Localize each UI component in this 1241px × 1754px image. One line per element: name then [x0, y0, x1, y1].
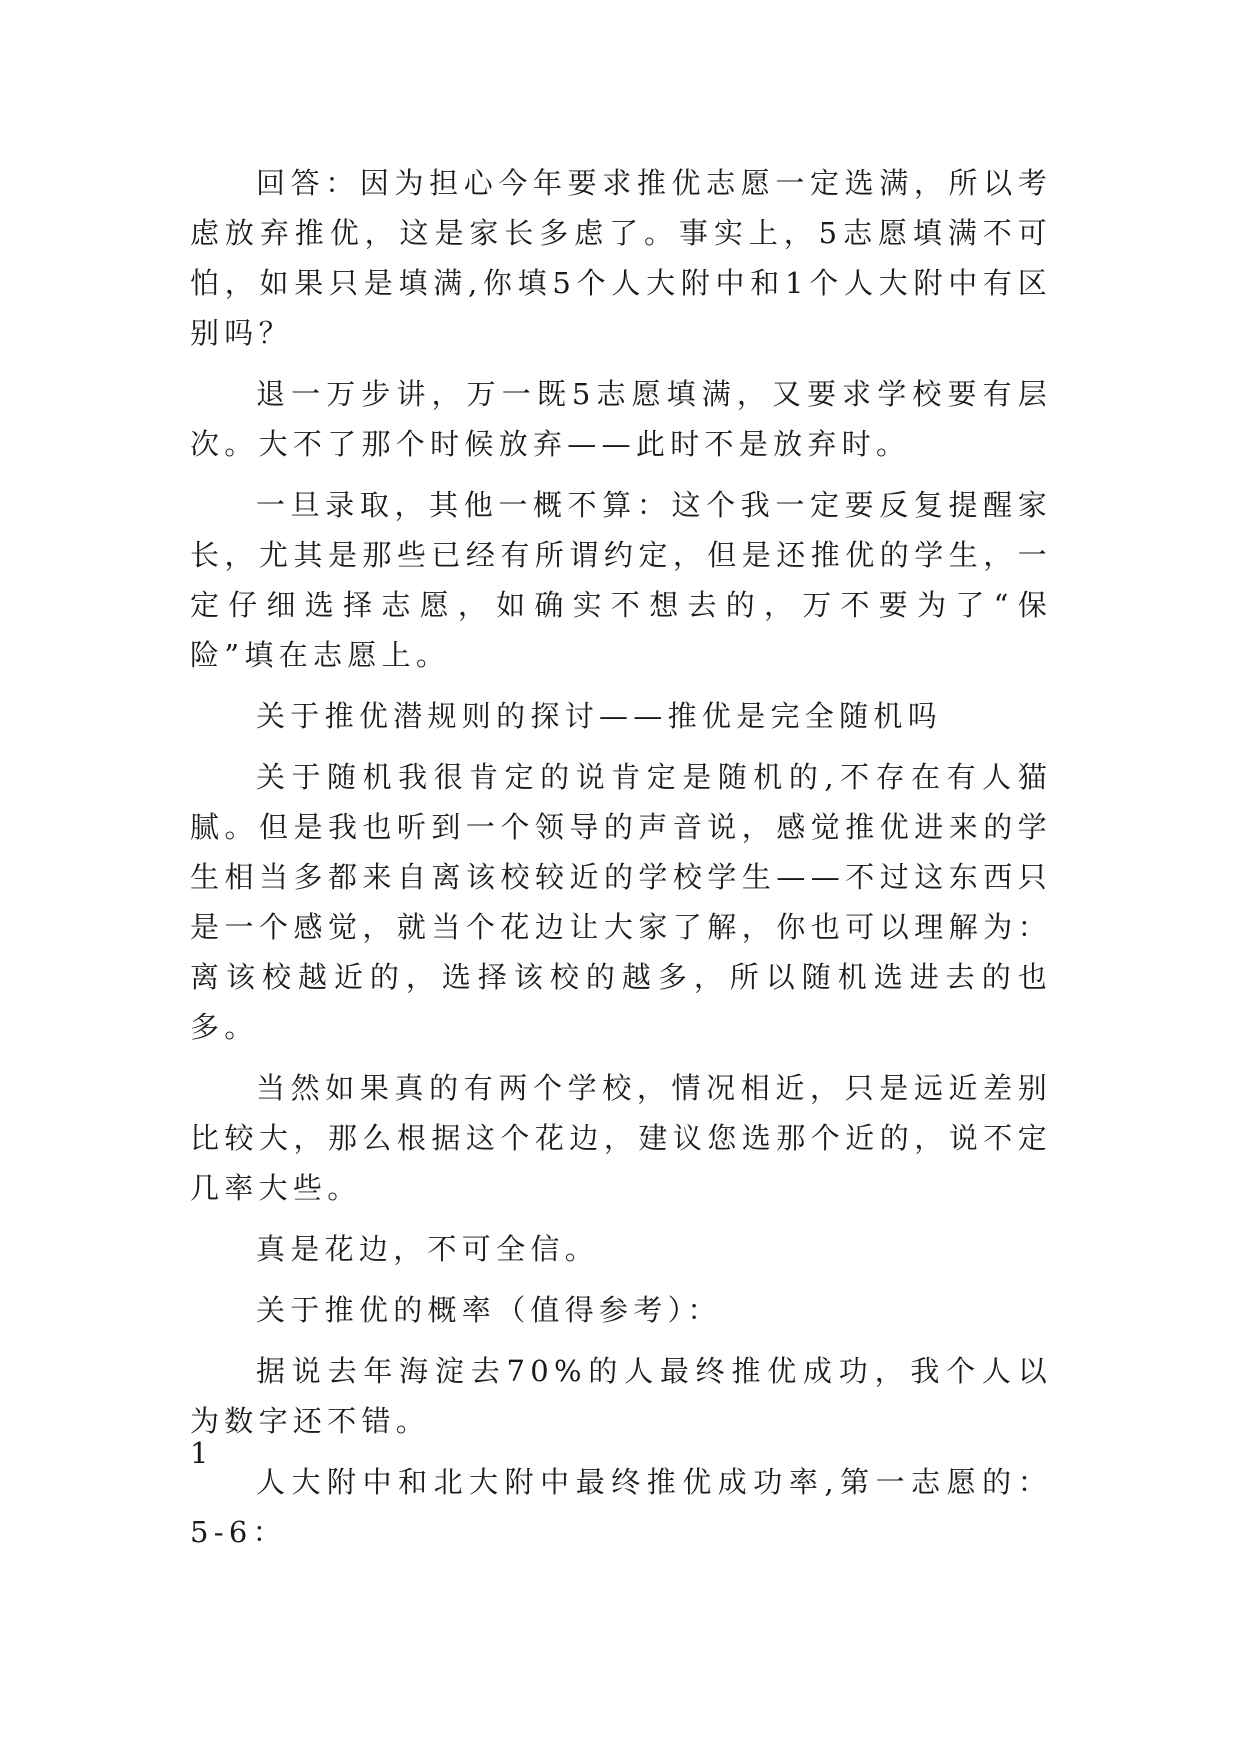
paragraph: 一旦录取，其他一概不算：这个我一定要反复提醒家长，尤其是那些已经有所谓约定，但是还推优的学生，一定仔细选择志愿，如确实不想去的，万不要为了“保险”填在志愿上。	[190, 488, 1052, 672]
paragraph: 当然如果真的有两个学校，情况相近，只是远近差别比较大，那么根据这个花边，建议您选那个近的，说不定几率大些。	[190, 1071, 1052, 1205]
section-heading: 关于推优潜规则的探讨——推优是完全随机吗	[256, 699, 943, 733]
page-number: 1	[190, 1436, 209, 1470]
paragraph: 据说去年海淀去70%的人最终推优成功，我个人以为数字还不错。	[190, 1354, 1052, 1438]
paragraph: 回答：因为担心今年要求推优志愿一定选满，所以考虑放弃推优，这是家长多虑了。事实上，5志愿填满不可怕，如果只是填满,你填5个人大附中和1个人大附中有区别吗？	[190, 166, 1052, 350]
paragraph: 退一万步讲，万一既5志愿填满，又要求学校要有层次。大不了那个时候放弃——此时不是放弃时。	[190, 377, 1052, 461]
paragraph: 关于随机我很肯定的说肯定是随机的,不存在有人猫腻。但是我也听到一个领导的声音说，感觉推优进来的学生相当多都来自离该校较近的学校学生——不过这东西只是一个感觉，就当个花边让大家了解，你也可以理解为：离该校越近的，选择该校的越多，所以随机选进去的也多。	[190, 760, 1052, 1044]
paragraph: 人大附中和北大附中最终推优成功率,第一志愿的：5-6：	[190, 1465, 1052, 1549]
paragraph: 真是花边，不可全信。	[256, 1232, 600, 1266]
section-heading: 关于推优的概率（值得参考）：	[256, 1293, 722, 1327]
document-body	[190, 158, 1052, 1568]
